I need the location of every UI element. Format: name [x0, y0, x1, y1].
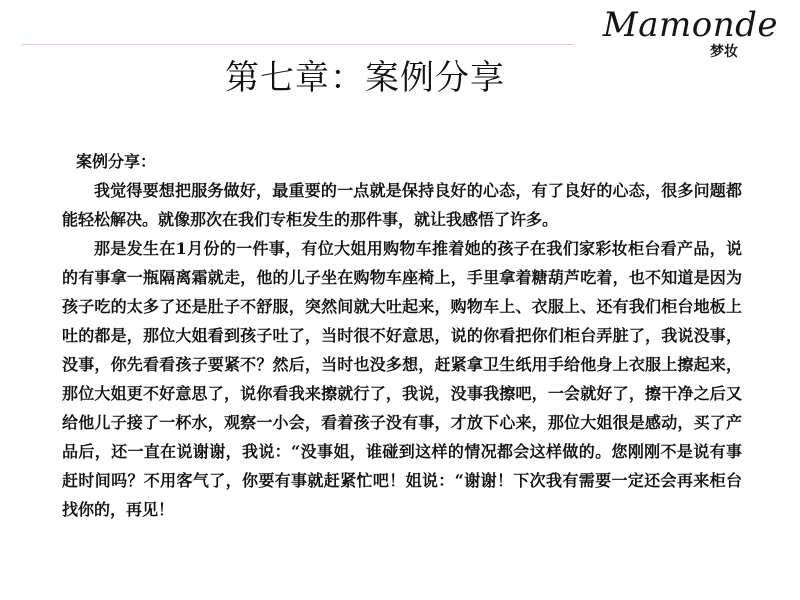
- brand-name-en: Mamonde: [602, 5, 778, 45]
- paragraph-2: 那是发生在1月份的一件事，有位大姐用购物车推着她的孩子在我们家彩妆柜台看产品，说的有事拿一瓶隔离霜就走，他的儿子坐在购物车座椅上，手里拿着糖葫芦吃着，也不知道是因为孩子吃的太多了还是肚子不舒服，突然间就大吐起来，购物车上、衣服上、还有我们柜台地板上吐的都是，那位大姐看到孩子吐了，当时很不好意思，说的你看把你们柜台弄脏了，我说没事，没事，你先看看孩子要紧不？然后，当时也没多想，赶紧拿卫生纸用手给他身上衣服上擦起来，那位大姐更不好意思了，说你看我来擦就行了，我说，没事我擦吧，一会就好了，擦干净之后又给他儿子接了一杯水，观察一小会，看着孩子没有事，才放下心来，那位大姐很是感动，买了产品后，还一直在说谢谢，我说：“没事姐，谁碰到这样的情况都会这样做的。您刚刚不是说有事赶时间吗？不用客气了，你要有事就赶紧忙吧！姐说：“谢谢！下次我有需要一定还会再来柜台找你的，再见！: [62, 239, 742, 519]
- case-content: [62, 147, 742, 524]
- brand-logo: [588, 5, 778, 60]
- header-divider: [22, 44, 574, 45]
- brand-name-cn: 梦妆: [710, 44, 738, 60]
- slide-title: 第七章：案例分享: [225, 58, 505, 98]
- section-label: 案例分享：: [76, 152, 157, 171]
- paragraph-1: 我觉得要想把服务做好，最重要的一点就是保持良好的心态，有了良好的心态，很多问题都能轻松解决。就像那次在我们专柜发生的那件事，就让我感悟了许多。: [62, 181, 742, 229]
